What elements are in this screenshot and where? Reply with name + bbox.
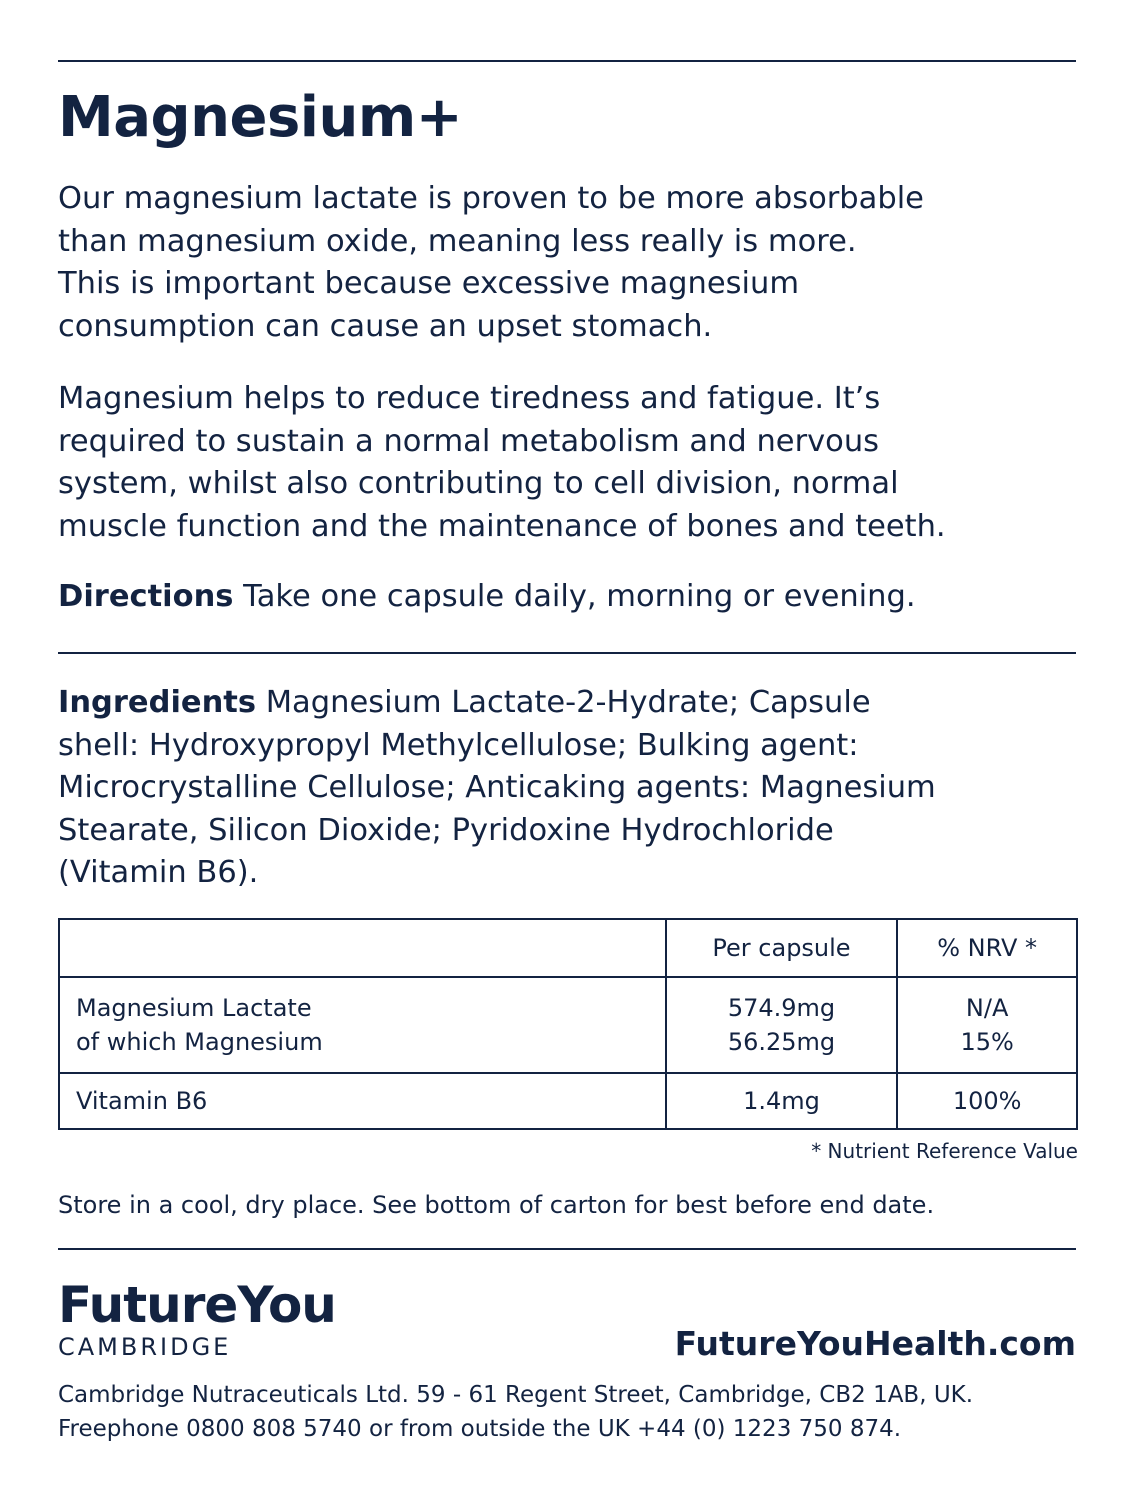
- benefits-line: muscle function and the maintenance of bones and teeth.: [58, 508, 946, 544]
- intro-line: This is important because excessive magnesium: [58, 266, 800, 301]
- nutrition-table: [58, 918, 1078, 1130]
- nutrient-name: Magnesium Lactate: [76, 994, 312, 1022]
- intro-line: Our magnesium lactate is proven to be more absorbable: [58, 181, 924, 216]
- product-title: Magnesium+: [58, 85, 463, 150]
- ingredients-line: Microcrystalline Cellulose; Anticaking agents: Magnesium: [58, 770, 936, 805]
- ingredients-line: Stearate, Silicon Dioxide; Pyridoxine Hydrochloride: [58, 812, 834, 848]
- header-nutrient: [59, 919, 666, 977]
- product-label: [58, 0, 1076, 1500]
- storage-instructions: Store in a cool, dry place. See bottom of carton for best before end date.: [58, 1191, 935, 1219]
- nutrient-name: of which Magnesium: [76, 1028, 323, 1056]
- top-divider: [58, 60, 1076, 62]
- ingredients-label: Ingredients: [58, 685, 257, 720]
- ingredients-line: [58, 682, 1078, 725]
- address-line: Cambridge Nutraceuticals Ltd. 59 - 61 Regent Street, Cambridge, CB2 1AB, UK.: [58, 1382, 974, 1408]
- nrv-footnote: * Nutrient Reference Value: [811, 1139, 1078, 1163]
- per-capsule-cell: [666, 977, 898, 1073]
- table-row: [59, 1073, 1077, 1129]
- nutrient-name: Vitamin B6: [76, 1087, 208, 1115]
- header-per-capsule: Per capsule: [666, 919, 898, 977]
- per-capsule-value: 574.9mg: [727, 994, 836, 1022]
- intro-paragraph: [58, 178, 1078, 348]
- company-address: [58, 1378, 973, 1446]
- ingredients-paragraph: [58, 682, 1078, 895]
- brand-logo: FutureYou: [58, 1276, 336, 1334]
- intro-line: than magnesium oxide, meaning less really is more.: [58, 223, 857, 259]
- benefits-line: system, whilst also contributing to cell division, normal: [58, 466, 899, 501]
- nrv-value: 15%: [960, 1028, 1014, 1056]
- table-row: [59, 977, 1077, 1073]
- footer-divider: [58, 1248, 1076, 1250]
- benefits-line: required to sustain a normal metabolism and nervous: [58, 423, 880, 459]
- brand-subtitle: CAMBRIDGE: [58, 1333, 232, 1361]
- address-line: Freephone 0800 808 5740 or from outside the UK +44 (0) 1223 750 874.: [58, 1416, 902, 1442]
- header-nrv: % NRV *: [897, 919, 1077, 977]
- website-link[interactable]: FutureYouHealth.com: [674, 1324, 1076, 1363]
- directions-label: Directions: [58, 579, 234, 614]
- nutrient-name-cell: [59, 1073, 666, 1129]
- nrv-cell: [897, 1073, 1077, 1129]
- table-header-row: [59, 919, 1077, 977]
- per-capsule-value: 56.25mg: [727, 1028, 836, 1056]
- nrv-cell: [897, 977, 1077, 1073]
- ingredients-line: (Vitamin B6).: [58, 855, 259, 890]
- ingredients-line: shell: Hydroxypropyl Methylcellulose; Bulking agent:: [58, 727, 859, 763]
- directions-paragraph: [58, 576, 1078, 619]
- per-capsule-cell: [666, 1073, 898, 1129]
- per-capsule-value: 1.4mg: [743, 1087, 820, 1115]
- middle-divider: [58, 652, 1076, 654]
- ingredients-text: Magnesium Lactate-2-Hydrate; Capsule: [256, 685, 871, 720]
- intro-line: consumption can cause an upset stomach.: [58, 308, 713, 344]
- benefits-paragraph: [58, 378, 1078, 548]
- nrv-value: N/A: [965, 994, 1009, 1022]
- nrv-value: 100%: [952, 1087, 1022, 1115]
- nutrient-name-cell: [59, 977, 666, 1073]
- directions-text: Take one capsule daily, morning or evening.: [233, 579, 916, 614]
- benefits-line: Magnesium helps to reduce tiredness and fatigue. It’s: [58, 381, 881, 416]
